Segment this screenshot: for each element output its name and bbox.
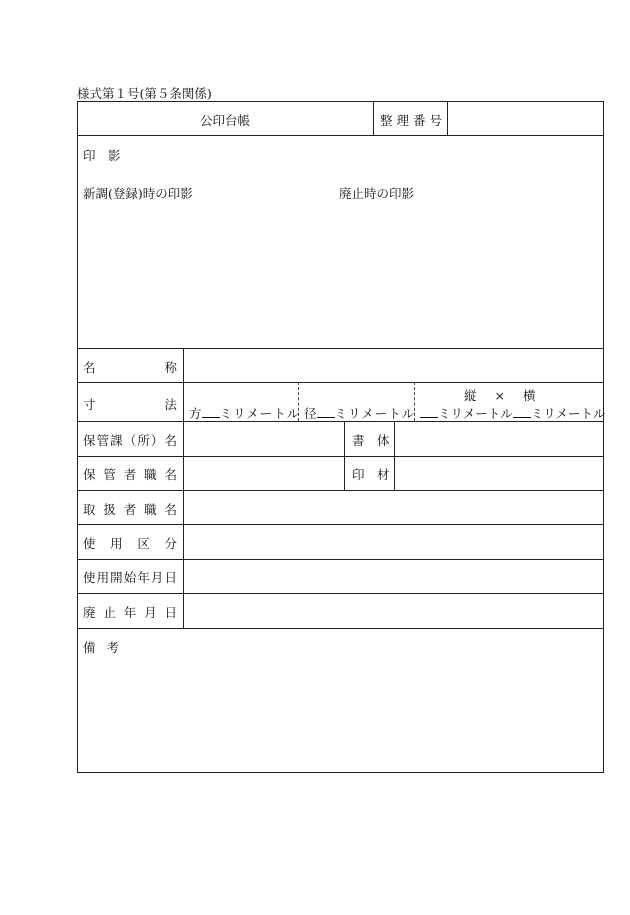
abolish-impression-area[interactable] — [336, 205, 601, 345]
seiri-label: 整理番号 — [380, 113, 447, 128]
row-divider — [77, 628, 604, 629]
material-label: 印 材 — [352, 467, 390, 482]
ledger-title: 公印台帳 — [200, 113, 251, 128]
label-char: 止 — [103, 605, 116, 620]
label-char: 年 — [123, 605, 137, 620]
dept-label — [83, 431, 177, 449]
abolish-impression-label: 廃止時の印影 — [339, 186, 415, 201]
label-char: 用 — [110, 536, 123, 551]
blank-line — [513, 406, 531, 418]
label-char: 職 — [144, 467, 157, 482]
size-label — [83, 395, 177, 413]
label-char: 使 — [83, 536, 96, 551]
label-char: 年 — [137, 570, 150, 585]
label-char: 取 — [83, 502, 96, 517]
label-char: 考 — [106, 640, 119, 655]
vertical-horizontal-size-field[interactable] — [420, 404, 606, 422]
label-char: 称 — [164, 360, 177, 375]
side-label-divider — [344, 421, 345, 490]
label-char: 者 — [123, 502, 137, 517]
label-char: 名 — [164, 467, 177, 482]
label-char: ） — [150, 433, 164, 448]
label-char: 使 — [83, 570, 96, 585]
seiri-number-field[interactable] — [448, 101, 604, 135]
horizontal-label: 横 — [522, 388, 536, 403]
vertical-label: 縦 — [464, 388, 477, 403]
label-char: 寸 — [83, 397, 96, 412]
usage-label — [83, 534, 177, 552]
usage-field[interactable] — [184, 525, 603, 558]
label-char: 課 — [110, 433, 123, 448]
keeper-label — [83, 465, 177, 483]
label-char: 区 — [137, 536, 150, 551]
handler-field[interactable] — [184, 491, 603, 523]
dept-field[interactable] — [184, 422, 343, 455]
start-date-label — [83, 568, 177, 586]
remarks-field[interactable] — [78, 660, 603, 771]
label-char: 扱 — [103, 502, 116, 517]
mm-unit: ミリメートル — [334, 406, 416, 421]
label-char: 開 — [110, 570, 123, 585]
end-date-label — [83, 603, 177, 621]
label-char: 管 — [103, 467, 116, 482]
label-char: 用 — [96, 570, 110, 585]
label-char: 備 — [83, 640, 96, 655]
label-char: 名 — [164, 433, 177, 448]
mm-unit: ミリメートル — [219, 406, 301, 421]
label-char: 法 — [164, 397, 177, 412]
label-char: （ — [123, 433, 137, 448]
vertical-horizontal-header — [464, 386, 535, 404]
keeper-field[interactable] — [184, 457, 343, 489]
blank-line — [317, 406, 335, 418]
label-char: 月 — [150, 570, 164, 585]
label-char: 者 — [123, 467, 137, 482]
square-size-field[interactable] — [189, 404, 300, 422]
label-char: 名 — [164, 502, 177, 517]
label-char: 日 — [164, 605, 177, 620]
label-char: 管 — [96, 433, 110, 448]
label-char: 保 — [83, 467, 96, 482]
name-field[interactable] — [184, 349, 603, 381]
label-char: 所 — [137, 433, 150, 448]
mm-unit: ミリメートル — [530, 406, 606, 421]
new-impression-label: 新調(登録)時の印影 — [83, 186, 193, 201]
square-prefix: 方 — [189, 406, 202, 421]
row-divider — [77, 382, 604, 383]
label-char: 職 — [144, 502, 157, 517]
label-char: 月 — [144, 605, 157, 620]
font-label: 書 体 — [352, 433, 390, 448]
blank-line — [202, 406, 220, 418]
label-char: 日 — [164, 570, 177, 585]
form-number: 様式第１号(第５条関係) — [77, 86, 212, 101]
remarks-label — [83, 638, 119, 656]
impression-label: 印 影 — [83, 148, 121, 163]
diameter-size-field[interactable] — [304, 404, 415, 422]
handler-label — [83, 500, 177, 518]
new-impression-area[interactable] — [80, 205, 330, 345]
start-date-field[interactable] — [184, 560, 603, 592]
material-field[interactable] — [395, 457, 603, 489]
end-date-field[interactable] — [184, 594, 603, 627]
font-field[interactable] — [395, 422, 603, 455]
times-sign: × — [494, 388, 505, 403]
mm-unit: ミリメートル — [438, 406, 513, 421]
label-char: 分 — [164, 536, 177, 551]
label-char: 保 — [83, 433, 96, 448]
diameter-prefix: 径 — [304, 406, 317, 421]
label-char: 廃 — [83, 605, 96, 620]
name-label — [83, 358, 177, 376]
label-char: 名 — [83, 360, 96, 375]
blank-line — [420, 406, 438, 418]
label-char: 始 — [123, 570, 137, 585]
